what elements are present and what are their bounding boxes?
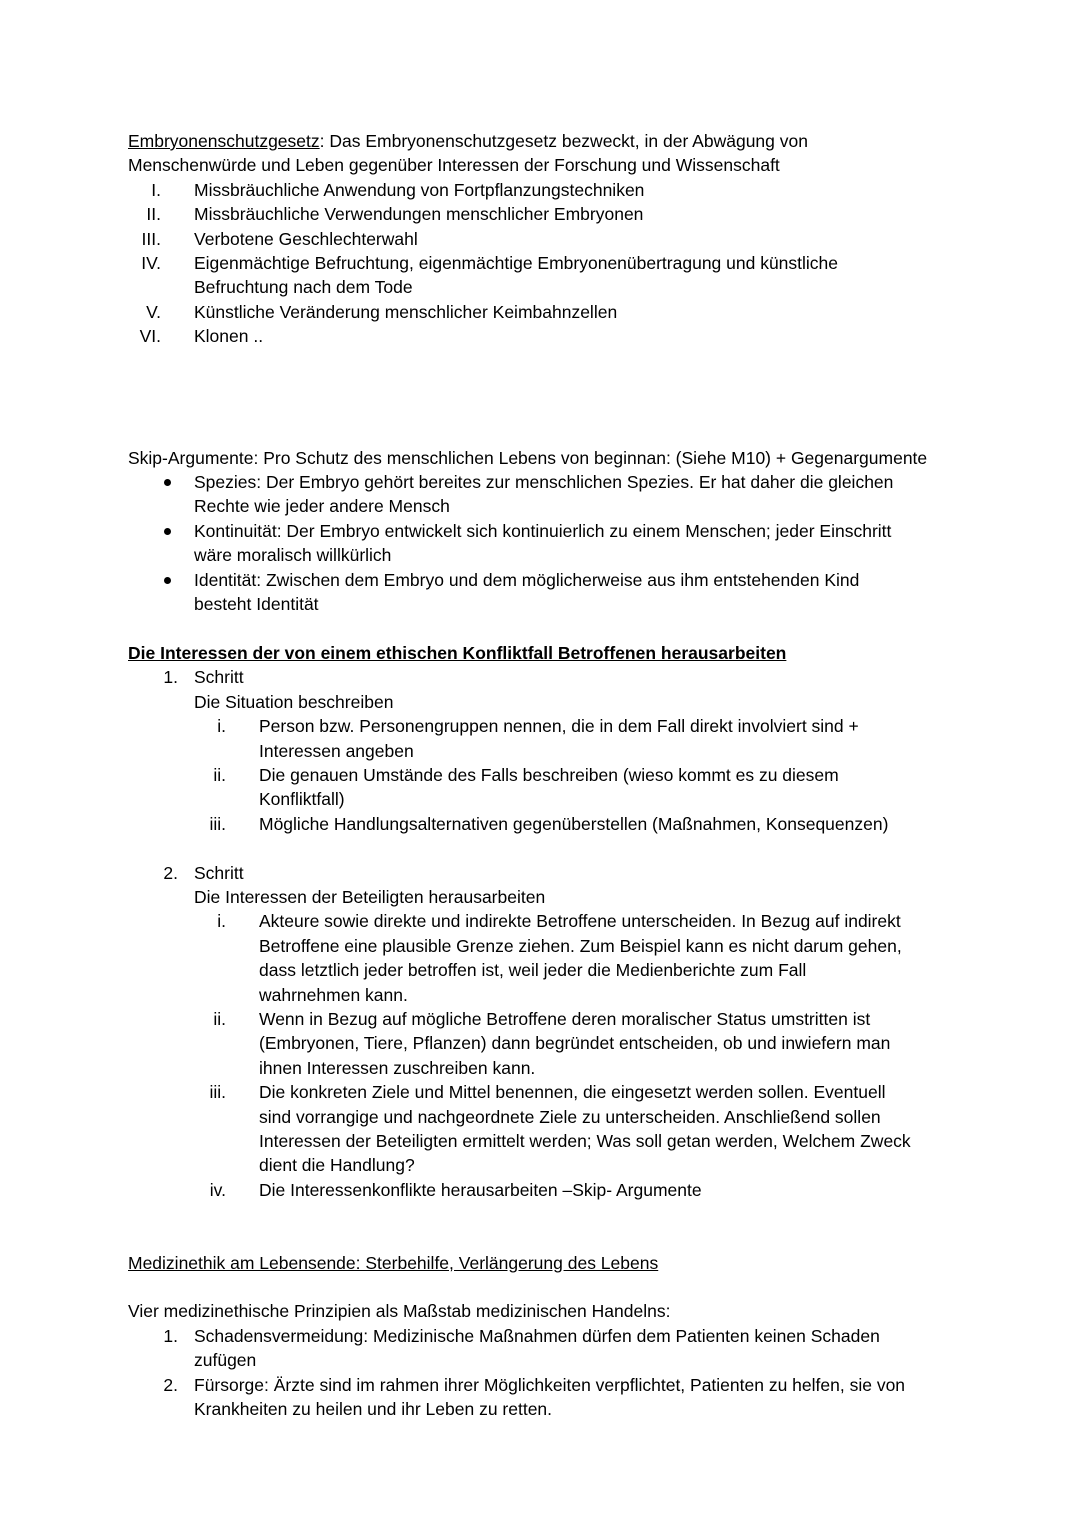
step-subtitle: Die Situation beschreiben: [194, 691, 394, 712]
medethics-section: [128, 1251, 958, 1422]
list-item: I. Missbräuchliche Anwendung von Fortpflanzungstechniken: [151, 179, 645, 200]
list-item: ii. Wenn in Bezug auf mögliche Betroffene deren moralischer Status umstritten ist (Embryonen, Tiere, Pflanzen) dann begründet entscheiden, ob und inwiefern man ihnen Interessen zuschreiben kann.: [213, 1008, 891, 1078]
list-item: Kontinuität: Der Embryo entwickelt sich kontinuierlich zu einem Menschen; jeder Einschritt wäre moralisch willkürlich: [128, 519, 958, 568]
list-item: ii. Die genauen Umstände des Falls beschreiben (wieso kommt es zu diesem Konfliktfall): [213, 764, 839, 810]
embryo-section: [128, 129, 958, 349]
list-item: III. Verbotene Geschlechterwahl: [141, 228, 418, 249]
embryo-intro-line2: Menschenwürde und Leben gegenüber Interessen der Forschung und Wissenschaft: [128, 155, 780, 176]
medethics-heading: Medizinethik am Lebensende: Sterbehilfe, Verlängerung des Lebens: [128, 1252, 659, 1273]
bullet-icon: [164, 528, 171, 535]
list-item: VI. Klonen ..: [139, 326, 264, 347]
list-item: i. Akteure sowie direkte und indirekte Betroffene unterscheiden. In Bezug auf indirekt Betroffene eine plausible Grenze ziehen. Zum Beispiel kann es nicht darum gehen, dass letztlich jeder betroffen ist, weil jeder die Medienberichte zum Fall wahrnehmen kann.: [217, 911, 902, 1005]
list-item: IV. Eigenmächtige Befruchtung, eigenmächtige Embryonenübertragung und künstliche Befruchtung nach dem Tode: [141, 253, 839, 298]
list-item: V. Künstliche Veränderung menschlicher Keimbahnzellen: [146, 301, 618, 322]
list-item: 2. Fürsorge: Ärzte sind im rahmen ihrer Möglichkeiten verpflichtet, Patienten zu helfen, sie von Krankheiten zu heilen und ihr Leben zu retten.: [163, 1374, 906, 1420]
list-item: iii. Mögliche Handlungsalternativen gegenüberstellen (Maßnahmen, Konsequenzen): [209, 813, 889, 834]
list-item: Spezies: Der Embryo gehört bereites zur menschlichen Spezies. Er hat daher die gleichen Rechte wie jeder andere Mensch: [128, 470, 958, 519]
list-item: Identität: Zwischen dem Embryo und dem möglicherweise aus ihm entstehenden Kind besteht Identität: [128, 568, 958, 617]
medethics-intro: Vier medizinethische Prinzipien als Maßstab medizinischen Handelns:: [128, 1301, 671, 1322]
list-item: II. Missbräuchliche Verwendungen menschlicher Embryonen: [146, 204, 644, 225]
step-1: 1. Schritt: [128, 665, 958, 689]
embryo-heading: Embryonenschutzgesetz: [128, 131, 320, 151]
list-item: i. Person bzw. Personengruppen nennen, die in dem Fall direkt involviert sind + Interessen angeben: [217, 716, 859, 761]
list-item: iv. Die Interessenkonflikte herausarbeiten –Skip- Argumente: [209, 1179, 702, 1200]
document-page: [128, 129, 958, 1421]
list-item: iii. Die konkreten Ziele und Mittel benennen, die eingesetzt werden sollen. Eventuell sind vorrangige und nachgeordnete Ziele zu unterscheiden. Anschließend sollen Interessen der Beteiligten ermittelt werden; Was soll getan werden, Welchem Zweck dient die Handlung?: [209, 1082, 911, 1176]
step-subtitle: Die Interessen der Beteiligten herausarbeiten: [194, 886, 546, 907]
bullet-icon: [164, 479, 171, 486]
step-2: 2. Schritt: [128, 861, 958, 885]
step-title: Schritt: [194, 862, 244, 883]
list-item: 1. Schadensvermeidung: Medizinische Maßnahmen dürfen dem Patienten keinen Schaden zufügen: [163, 1325, 880, 1371]
skip-section: [128, 446, 958, 617]
bullet-icon: [164, 577, 171, 584]
interests-heading: Die Interessen der von einem ethischen Konfliktfall Betroffenen herausarbeiten: [128, 642, 787, 663]
skip-heading: Skip-Argumente: Pro Schutz des menschlichen Lebens von beginnan: (Siehe M10) + Gegenargumente: [128, 447, 928, 468]
step-title: Schritt: [194, 667, 244, 688]
embryo-intro-line1: Embryonenschutzgesetz: Das Embryonenschutzgesetz bezweckt, in der Abwägung von: [128, 131, 808, 151]
interests-section: [128, 641, 958, 1202]
